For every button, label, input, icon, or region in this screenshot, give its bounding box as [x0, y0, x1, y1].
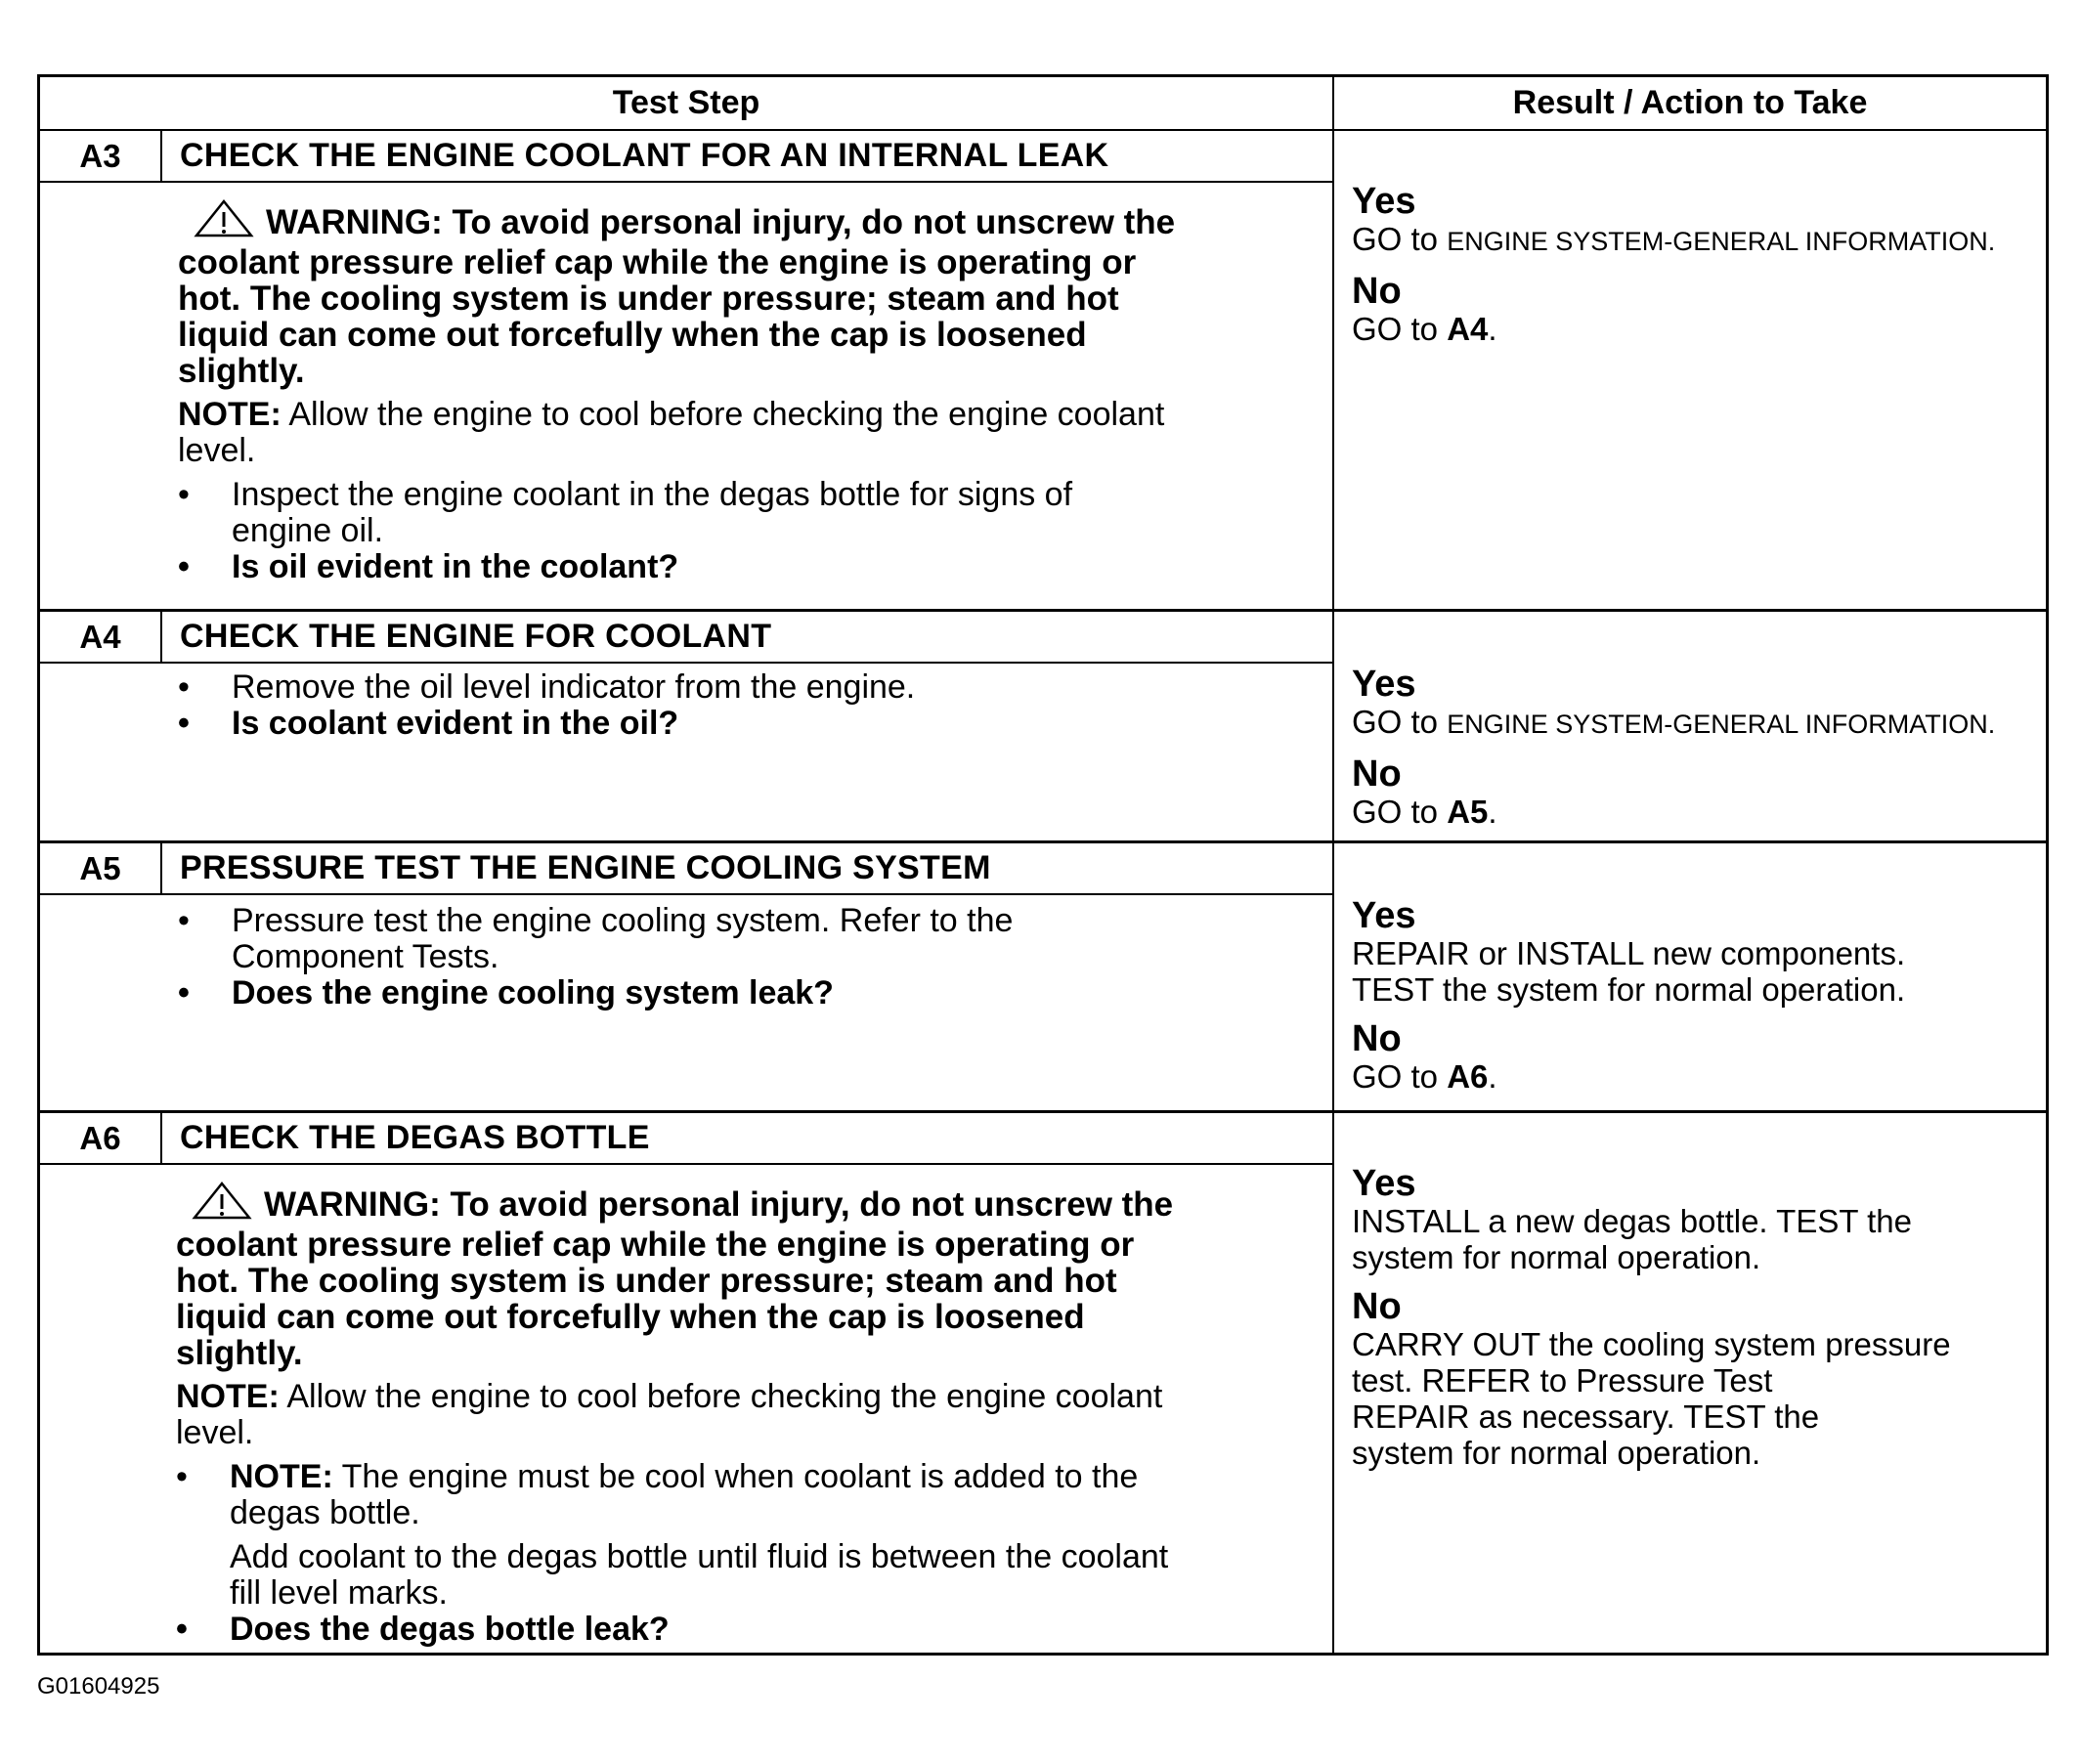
step-a5-body [40, 895, 1332, 1110]
step-a3-header [40, 131, 1332, 183]
no-label: No [1352, 271, 1402, 312]
no-label: No [1352, 753, 1402, 795]
step-title: CHECK THE ENGINE FOR COOLANT [180, 618, 772, 655]
yes-action: GO to ENGINE SYSTEM-GENERAL INFORMATION. [1352, 704, 1996, 740]
step-a6-body [40, 1165, 1332, 1653]
yes-label: Yes [1352, 664, 1416, 705]
yes-action: GO to ENGINE SYSTEM-GENERAL INFORMATION. [1352, 221, 1996, 257]
list-item: • Remove the oil level indicator from the engine. [178, 668, 916, 706]
instruction-list [178, 477, 1313, 585]
instruction-list [178, 669, 1313, 742]
step-a5-result [1334, 843, 2046, 1110]
no-label: No [1352, 1286, 1402, 1327]
warning-text: WARNING: To avoid personal injury, do not unscrew the coolant pressure relief cap while the engine is operating or hot. The cooling system is under pressure; steam and hot liquid can come out forcefully when the cap is loosened slightly. [176, 1181, 1313, 1371]
no-label: No [1352, 1018, 1402, 1059]
yes-label: Yes [1352, 181, 1416, 222]
step-a5-test [40, 843, 1334, 1110]
step-a4-result [1334, 612, 2046, 840]
step-a6-result [1334, 1113, 2046, 1653]
step-id: A4 [40, 612, 162, 662]
step-a6-header [40, 1113, 1332, 1165]
yes-label: Yes [1352, 1163, 1416, 1204]
step-title: CHECK THE ENGINE COOLANT FOR AN INTERNAL LEAK [180, 137, 1109, 174]
warning-triangle-icon [192, 1181, 252, 1226]
no-action: CARRY OUT the cooling system pressure test. REFER to Pressure Test REPAIR as necessary. TEST the system for normal operation. [1352, 1326, 1951, 1471]
step-a3-result [1334, 131, 2046, 609]
yes-action: INSTALL a new degas bottle. TEST the system for normal operation. [1352, 1203, 1912, 1275]
list-item-question: • Is oil evident in the coolant? [178, 548, 679, 585]
list-item: • NOTE: The engine must be cool when coolant is added to the degas bottle. Add coolant to the degas bottle until fluid is between the coolant fill level marks. [176, 1458, 1169, 1612]
no-action: GO to A6. [1352, 1058, 1497, 1095]
result-block [1352, 665, 2036, 830]
step-a4-header [40, 612, 1332, 664]
result-block [1352, 182, 2036, 347]
warning-triangle-icon [194, 198, 254, 244]
yes-action: REPAIR or INSTALL new components. TEST the system for normal operation. [1352, 935, 1906, 1008]
step-a4-body [40, 664, 1332, 840]
instruction-list [178, 903, 1313, 1011]
step-a4-test [40, 612, 1334, 840]
no-action: GO to A4. [1352, 311, 1497, 347]
step-title: PRESSURE TEST THE ENGINE COOLING SYSTEM [180, 849, 991, 886]
step-a6-test [40, 1113, 1334, 1653]
result-block [1352, 1164, 2036, 1471]
step-a3-test [40, 131, 1334, 609]
note-text: NOTE: Allow the engine to cool before checking the engine coolant level. [178, 396, 1165, 469]
warning-text: WARNING: To avoid personal injury, do not unscrew the coolant pressure relief cap while the engine is operating or hot. The cooling system is under pressure; steam and hot liquid can come out forcefully when the cap is loosened slightly. [178, 198, 1313, 389]
step-a3-body [40, 183, 1332, 609]
instruction-list [176, 1459, 1313, 1648]
step-id: A6 [40, 1113, 162, 1163]
list-item-question: • Does the engine cooling system leak? [178, 974, 834, 1011]
step-a5-header [40, 843, 1332, 895]
list-item: • Inspect the engine coolant in the degas bottle for signs of engine oil. [178, 476, 1073, 549]
list-item-question: • Does the degas bottle leak? [176, 1611, 670, 1648]
list-item: • Pressure test the engine cooling system. Refer to the Component Tests. [178, 902, 1014, 975]
column-header-test-step: Test Step [40, 77, 1334, 131]
no-action: GO to A5. [1352, 794, 1497, 830]
yes-label: Yes [1352, 895, 1416, 936]
note-text: NOTE: Allow the engine to cool before checking the engine coolant level. [176, 1378, 1163, 1451]
figure-id: G01604925 [37, 1673, 160, 1699]
column-header-result-action: Result / Action to Take [1334, 77, 2046, 131]
list-item-question: • Is coolant evident in the oil? [178, 705, 679, 742]
step-title: CHECK THE DEGAS BOTTLE [180, 1119, 650, 1156]
step-id: A3 [40, 131, 162, 181]
diagnostic-table [37, 74, 2049, 1656]
step-id: A5 [40, 843, 162, 893]
result-block [1352, 896, 2036, 1095]
